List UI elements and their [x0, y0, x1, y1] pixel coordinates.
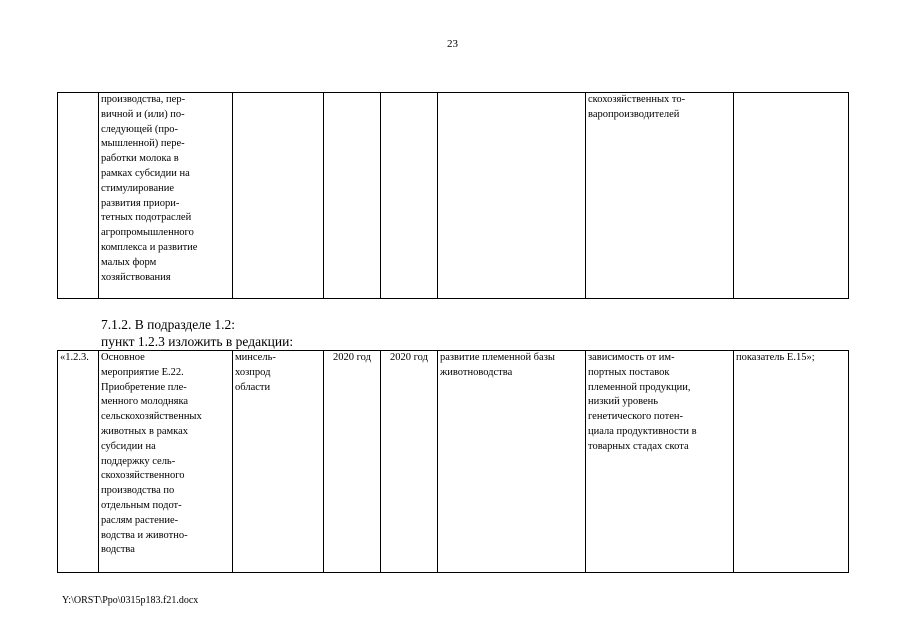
- paragraph-subsection: 7.1.2. В подразделе 1.2:: [101, 317, 236, 332]
- table-continuation: [57, 92, 849, 299]
- cell-expected-result: [438, 93, 586, 299]
- cell-number: «1.2.3.: [58, 351, 99, 573]
- cell-consequences: зависимость от им- портных поставок племенной продукции, низкий уровень генетического потен- циала продуктивности в товарных стадах скота: [586, 351, 734, 573]
- cell-indicator: [734, 93, 849, 299]
- cell-expected-result: развитие племенной базы животноводства: [438, 351, 586, 573]
- cell-number: [58, 93, 99, 299]
- cell-end-year: [381, 93, 438, 299]
- table-row: [58, 93, 849, 299]
- footer-file-path: Y:\ORST\Ppo\0315p183.f21.docx: [62, 595, 199, 606]
- cell-executor: минсель- хозпрод области: [233, 351, 324, 573]
- table-new-item: [57, 350, 849, 573]
- cell-measure-name: Основное мероприятие Е.22. Приобретение пле- менного молодняка сельскохозяйственных животных в рамках субсидии на поддержку сель- скохозяйственного производства по отдельным подот- раслям растение- водства и животно- водства: [99, 351, 233, 573]
- cell-indicator: показатель Е.15»;: [734, 351, 849, 573]
- paragraph-instruction: пункт 1.2.3 изложить в редакции:: [101, 334, 294, 349]
- table-row: [58, 351, 849, 573]
- cell-end-year: 2020 год: [381, 351, 438, 573]
- cell-start-year: [324, 93, 381, 299]
- cell-executor: [233, 93, 324, 299]
- page-number: 23: [447, 38, 458, 50]
- cell-measure-name: производства, пер- вичной и (или) по- следующей (про- мышленной) пере- работки молока в рамках субсидии на стимулирование развития приори- тетных подотраслей агропромышленного комплекса и развитие малых форм хозяйствования: [99, 93, 233, 299]
- cell-consequences: скохозяйственных то- варопроизводителей: [586, 93, 734, 299]
- cell-start-year: 2020 год: [324, 351, 381, 573]
